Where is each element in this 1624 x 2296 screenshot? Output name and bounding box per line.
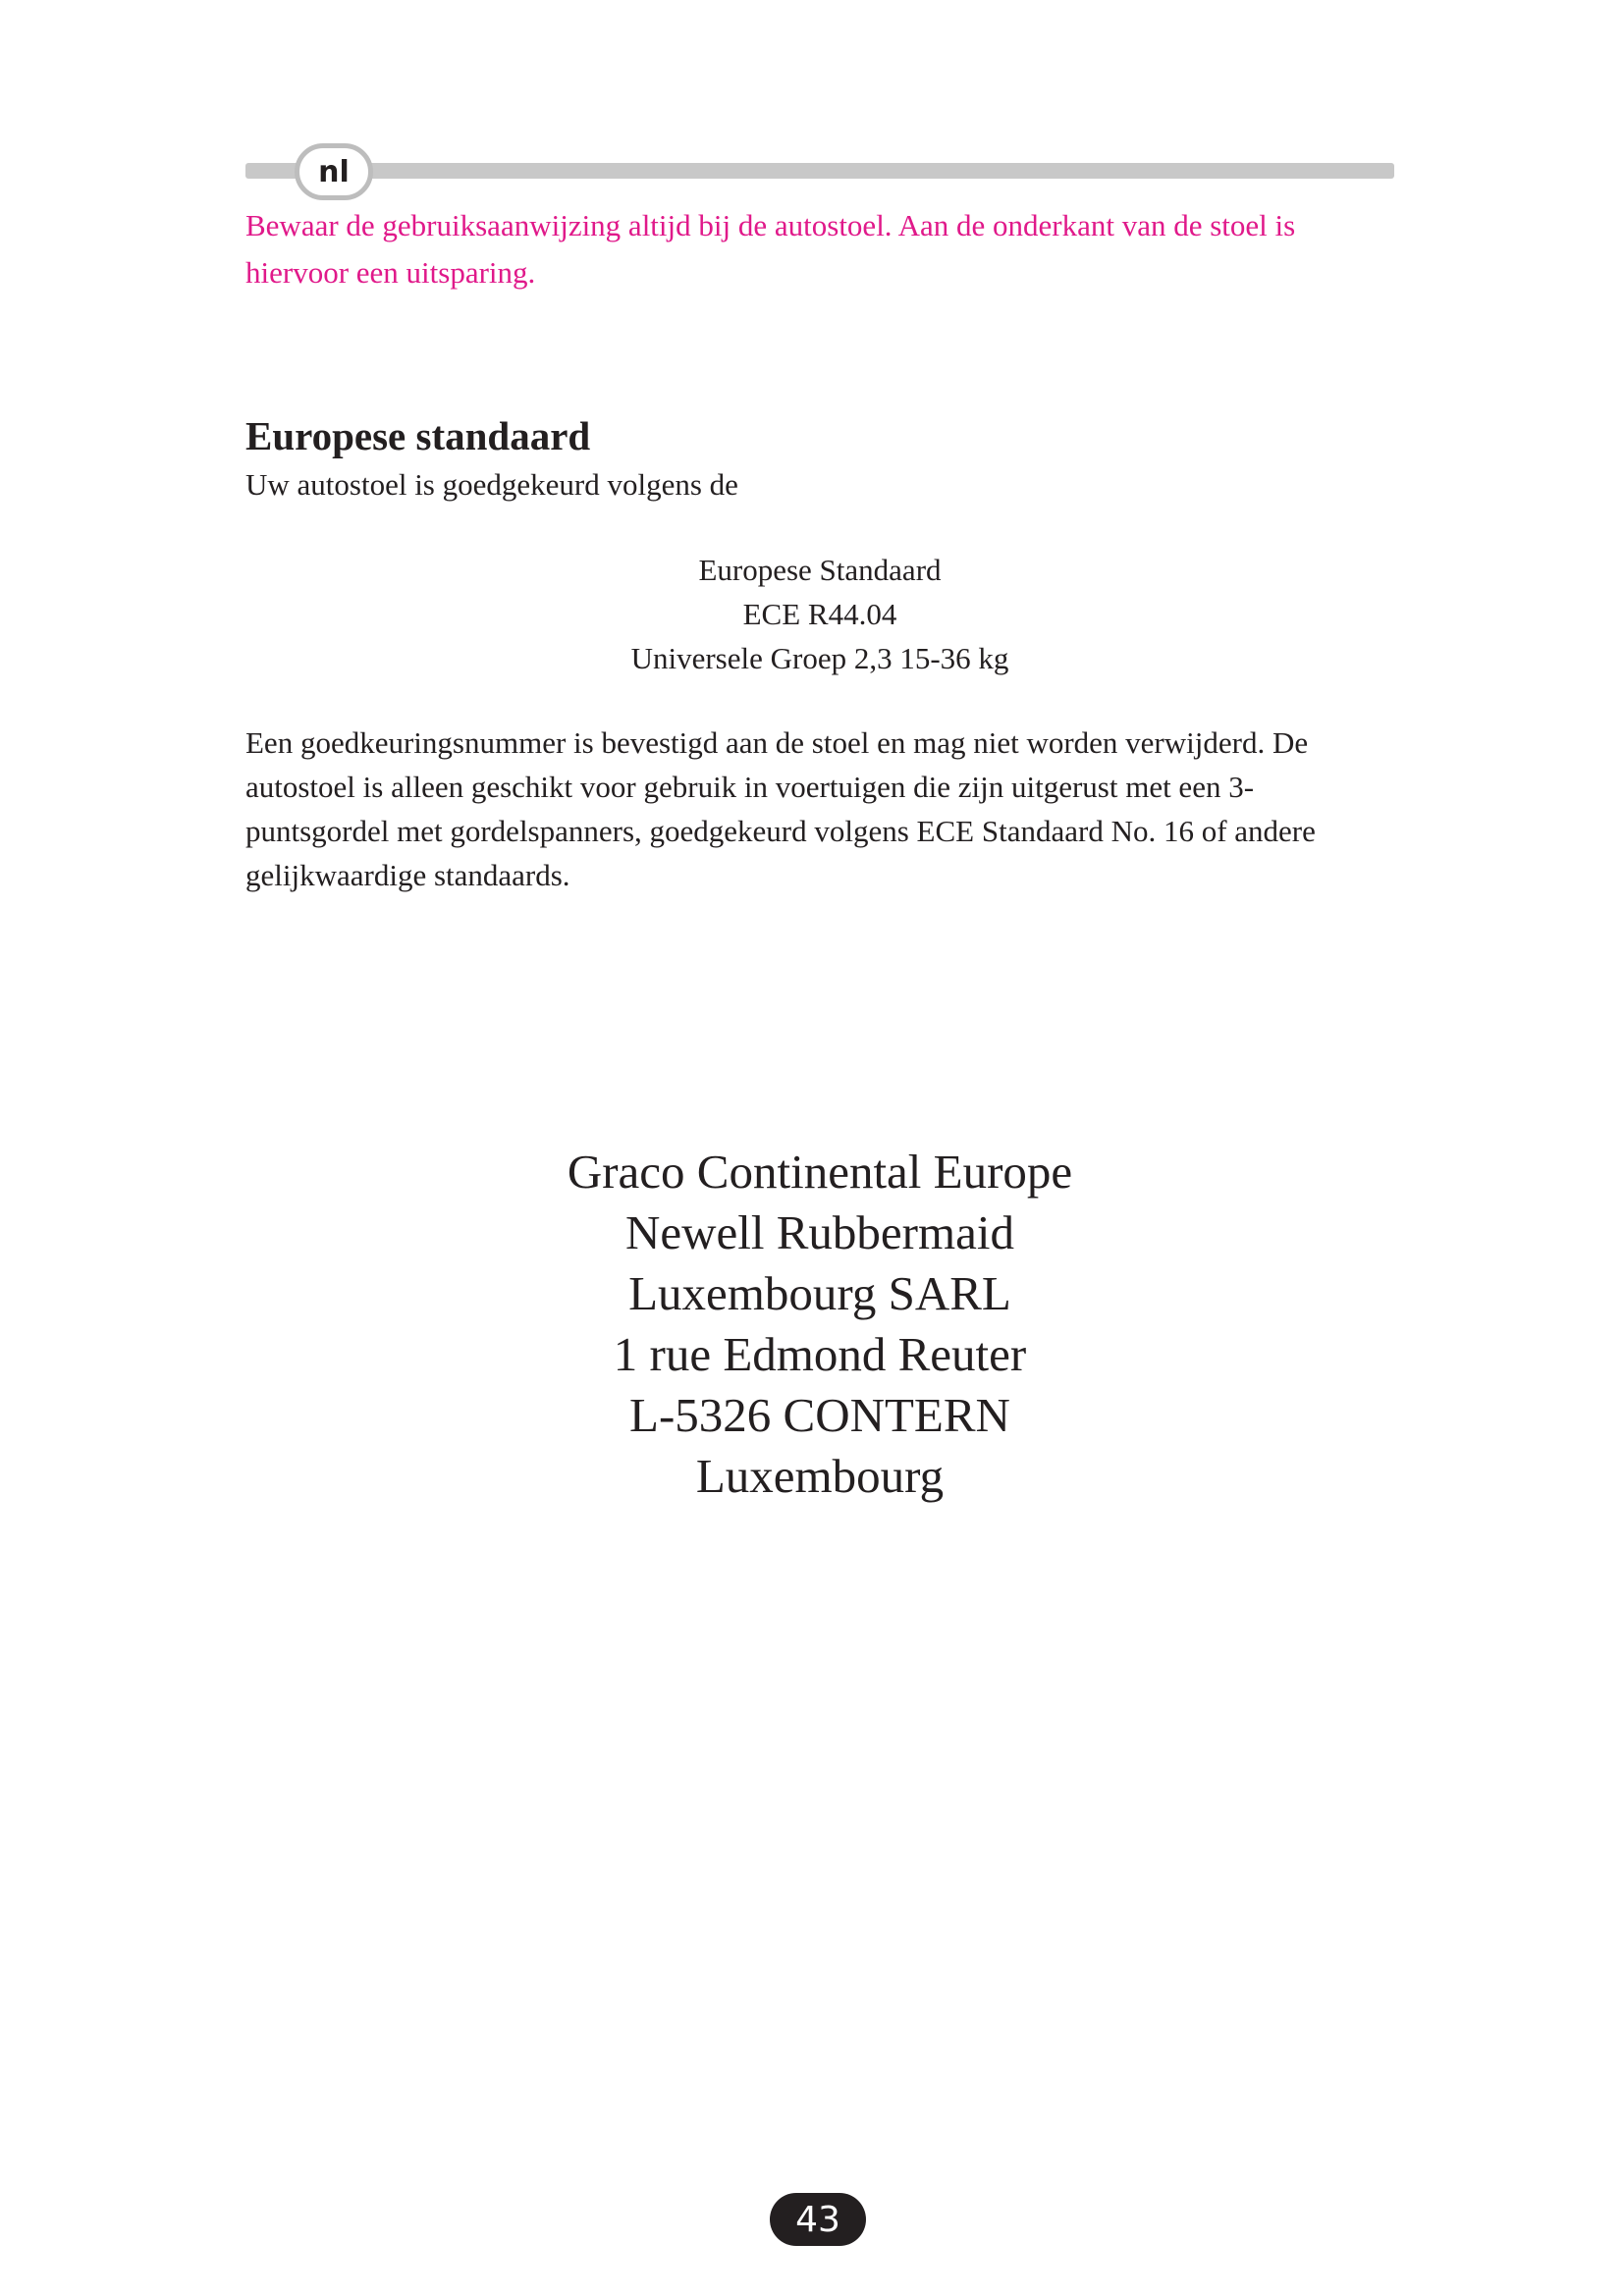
address-line: Luxembourg: [695, 1449, 945, 1503]
page-number-badge: 43: [770, 2193, 866, 2246]
approval-paragraph: Een goedkeuringsnummer is bevestigd aan de stoel en mag niet worden verwijderd. De autostoel is alleen geschikt voor gebruik in voertuigen die zijn uitgerust met een 3-puntsgordel met gordelspanners, goedgekeurd volgens ECE Standaard No. 16 of andere gelijkwaardige standaards.: [245, 725, 1316, 892]
storage-notice: Bewaar de gebruiksaanwijzing altijd bij de autostoel. Aan de onderkant van de stoel is hiervoor een uitsparing.: [245, 208, 1296, 290]
address-line: 1 rue Edmond Reuter: [613, 1327, 1027, 1381]
address-line: Graco Continental Europe: [567, 1145, 1073, 1199]
language-badge: nl: [295, 143, 373, 200]
address-line: Luxembourg SARL: [628, 1266, 1011, 1320]
standard-group: Universele Groep 2,3 15-36 kg: [630, 641, 1009, 675]
standard-code: ECE R44.04: [742, 597, 897, 631]
language-header-bar: [245, 163, 1394, 179]
address-line: L-5326 CONTERN: [629, 1388, 1010, 1442]
company-address: [245, 1142, 1394, 1507]
section-title: Europese standaard: [245, 413, 591, 458]
address-line: Newell Rubbermaid: [625, 1205, 1014, 1259]
standard-name: Europese Standaard: [698, 553, 942, 587]
standard-block: [245, 548, 1394, 680]
section-intro: Uw autostoel is goedgekeurd volgens de: [245, 467, 738, 502]
